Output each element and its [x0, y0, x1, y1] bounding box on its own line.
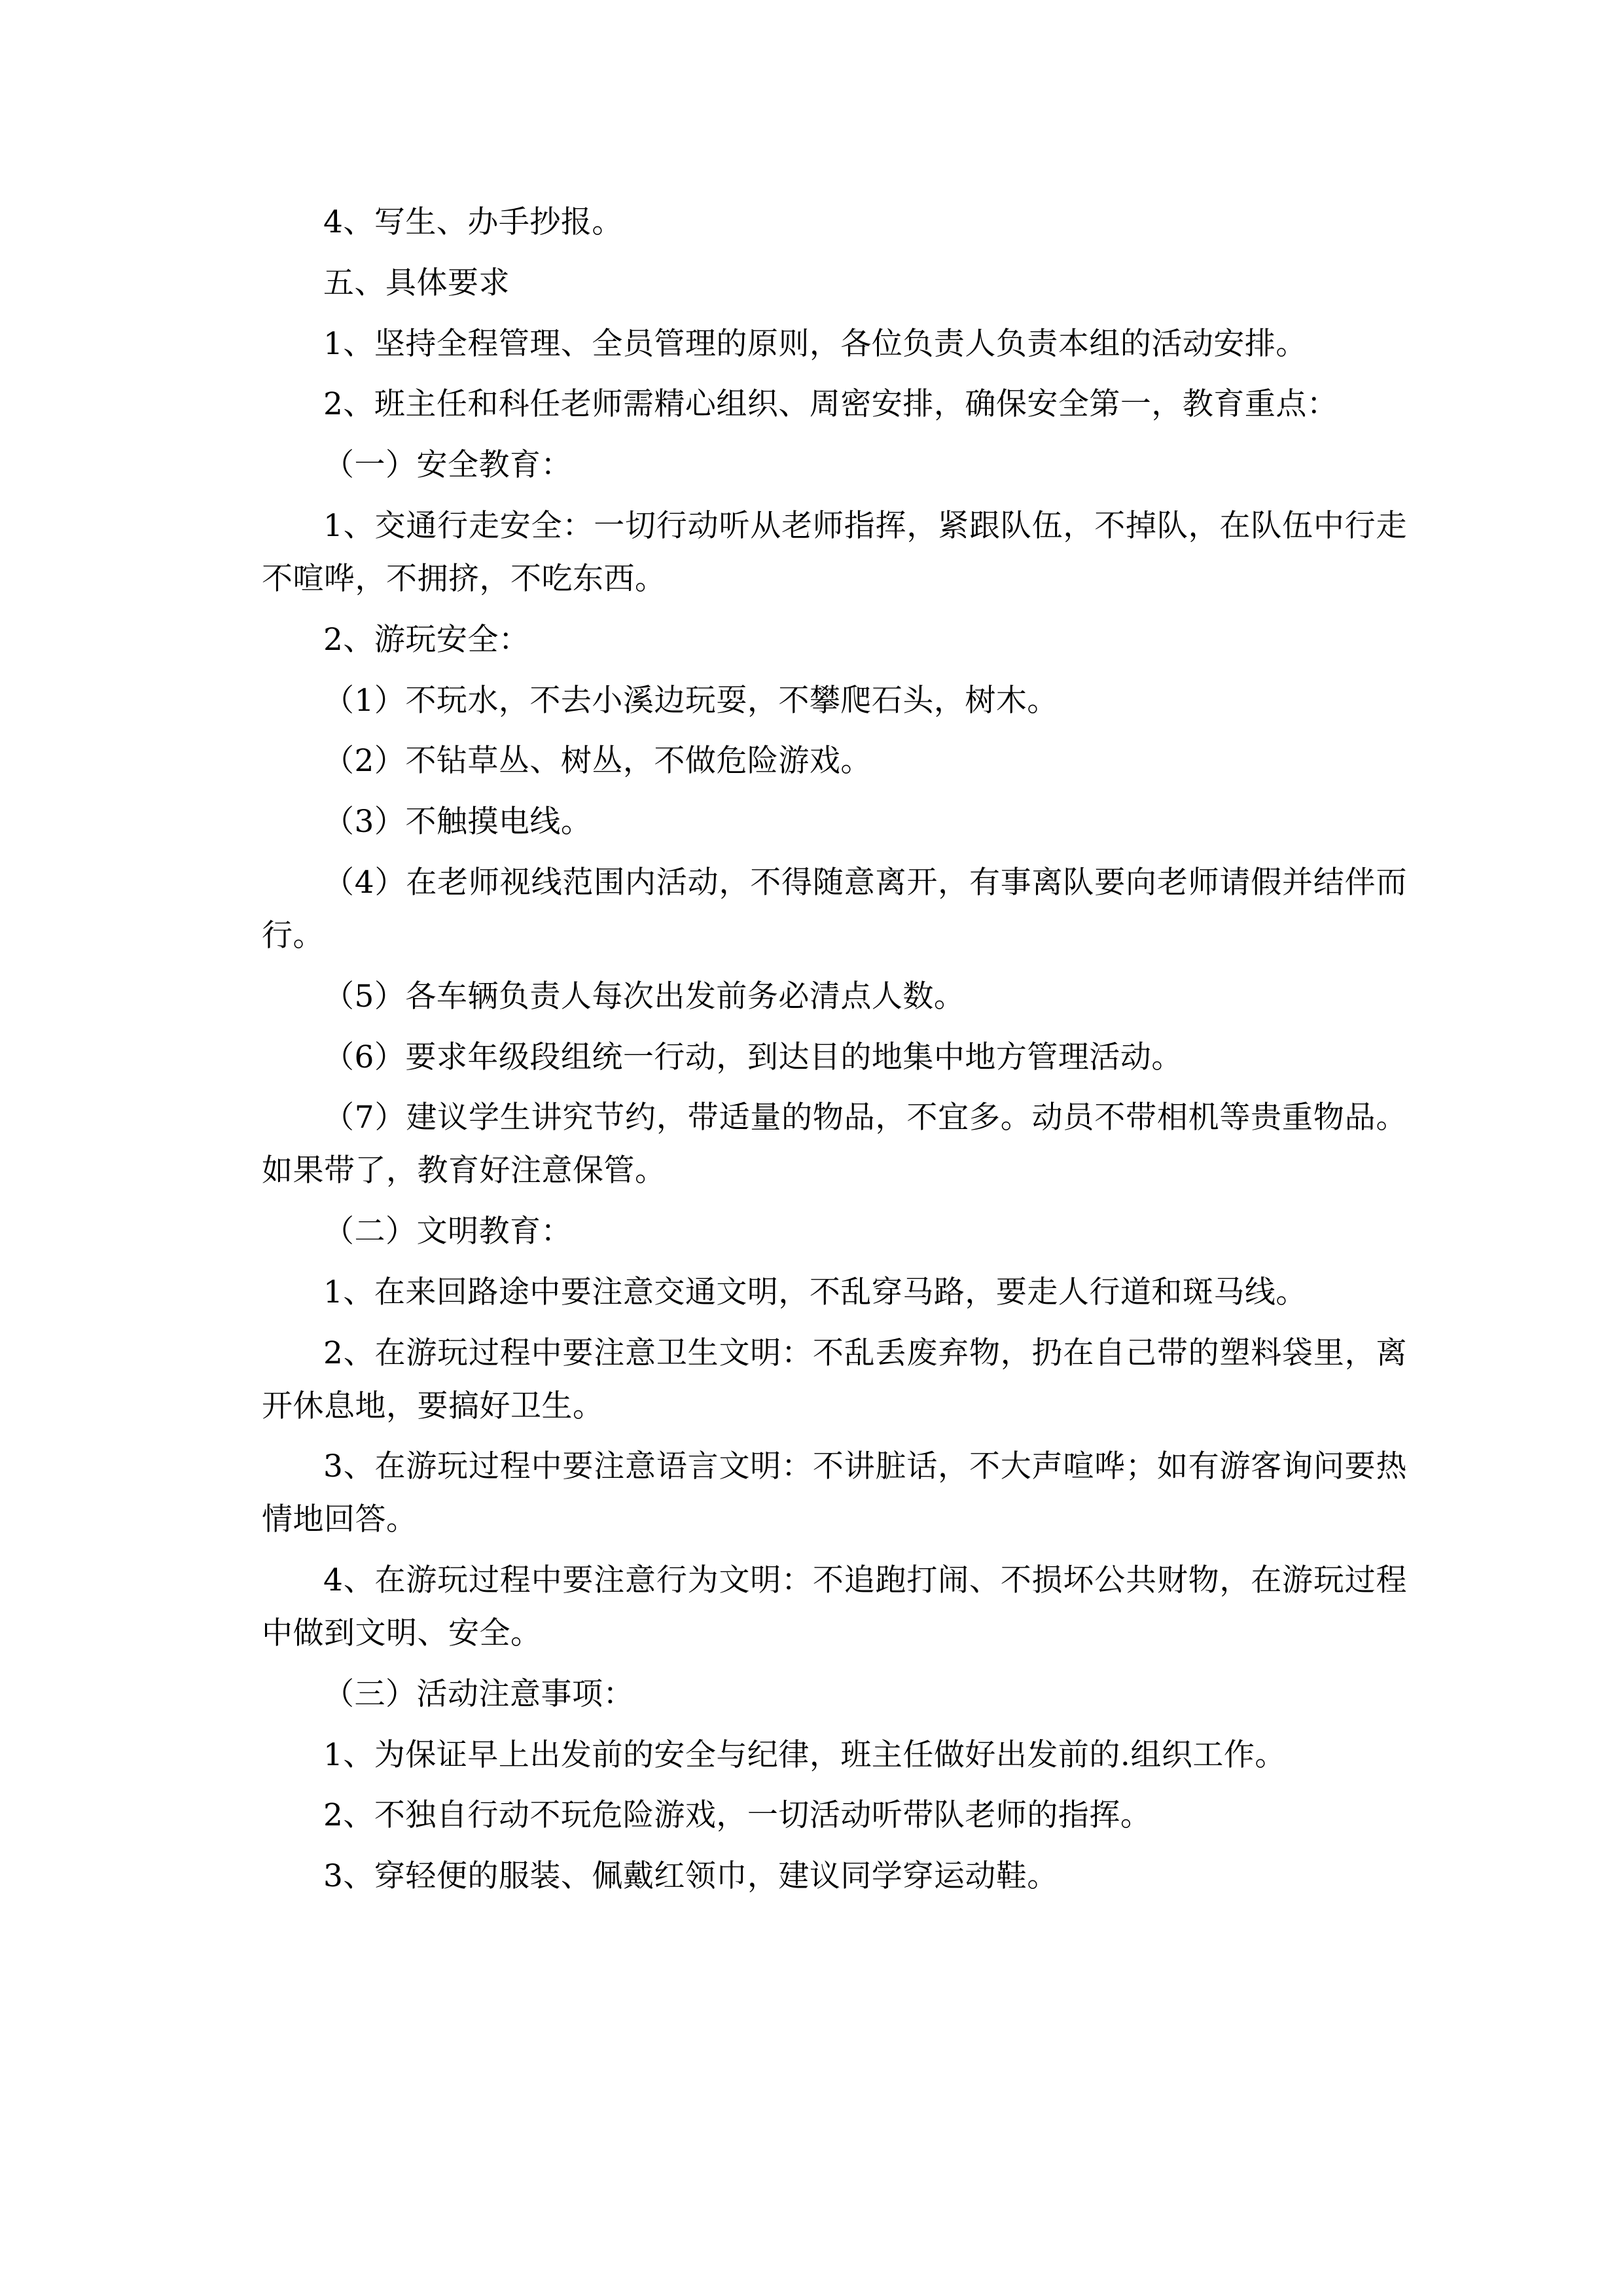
paragraph: 4、在游玩过程中要注意行为文明：不追跑打闹、不损坏公共财物，在游玩过程中做到文明、安全。	[262, 1562, 1407, 1651]
paragraph: 1、为保证早上出发前的安全与纪律，班主任做好出发前的.组织工作。	[323, 1736, 1286, 1773]
paragraph-subsection-heading: （一）安全教育：	[323, 447, 572, 484]
paragraph: （6）要求年级段组统一行动，到达目的地集中地方管理活动。	[323, 1039, 1183, 1075]
paragraph: （2）不钻草丛、树丛，不做危险游戏。	[323, 743, 872, 780]
paragraph: （5）各车辆负责人每次出发前务必清点人数。	[323, 978, 965, 1014]
paragraph: （1）不玩水，不去小溪边玩耍，不攀爬石头，树木。	[323, 682, 1058, 719]
paragraph: 1、交通行走安全：一切行动听从老师指挥，紧跟队伍，不掉队，在队伍中行走不喧哗，不拥挤，不吃东西。	[262, 508, 1407, 597]
paragraph: （3）不触摸电线。	[323, 804, 592, 840]
paragraph: 2、不独自行动不玩危险游戏，一切活动听带队老师的指挥。	[323, 1797, 1152, 1834]
document-body	[262, 196, 1407, 1903]
paragraph-section-heading: 五、具体要求	[323, 264, 510, 301]
paragraph: 1、在来回路途中要注意交通文明，不乱穿马路，要走人行道和斑马线。	[323, 1274, 1307, 1310]
paragraph: （4）在老师视线范围内活动，不得随意离开，有事离队要向老师请假并结伴而行。	[262, 865, 1407, 954]
paragraph: 2、游玩安全：	[323, 621, 530, 658]
paragraph: 1、坚持全程管理、全员管理的原则，各位负责人负责本组的活动安排。	[323, 325, 1307, 362]
paragraph: 3、在游玩过程中要注意语言文明：不讲脏话，不大声喧哗；如有游客询问要热情地回答。	[262, 1448, 1407, 1538]
paragraph: 2、班主任和科任老师需精心组织、周密安排，确保安全第一，教育重点：	[323, 386, 1338, 423]
paragraph-subsection-heading: （三）活动注意事项：	[323, 1676, 634, 1712]
paragraph: 4、写生、办手抄报。	[323, 204, 623, 240]
paragraph: 2、在游玩过程中要注意卫生文明：不乱丢废弃物，扔在自己带的塑料袋里，离开休息地，要搞好卫生。	[262, 1335, 1407, 1424]
paragraph-subsection-heading: （二）文明教育：	[323, 1213, 572, 1250]
paragraph: 3、穿轻便的服装、佩戴红领巾，建议同学穿运动鞋。	[323, 1858, 1058, 1895]
paragraph: （7）建议学生讲究节约，带适量的物品，不宜多。动员不带相机等贵重物品。如果带了，教育好注意保管。	[262, 1100, 1407, 1189]
